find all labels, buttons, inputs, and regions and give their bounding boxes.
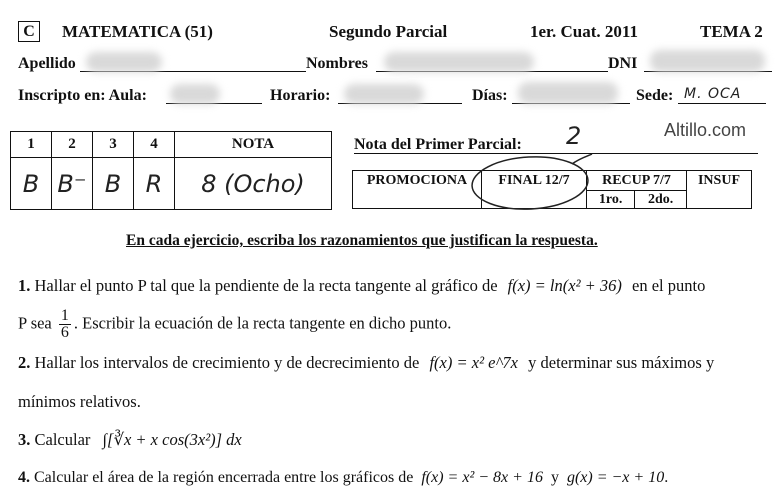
final-grade-cell: 8 (Ocho) [175, 158, 332, 210]
question-2 [18, 353, 714, 373]
grades-header: 1 [11, 132, 52, 158]
horario-redacted [344, 84, 424, 104]
status-final: FINAL 12/7 [482, 171, 587, 209]
dias-label: Días: [472, 87, 508, 104]
grade-cell: B⁻ [52, 158, 93, 210]
exam-name: Segundo Parcial [329, 22, 448, 41]
status-recup: RECUP 7/7 [587, 171, 687, 191]
question-text: y determinar sus máximos y [528, 353, 715, 372]
question-number: 4. [18, 469, 30, 486]
apellido-label: Apellido [18, 55, 76, 72]
sede-label: Sede: [636, 87, 674, 104]
question-text: . [664, 469, 669, 486]
dni-redacted [650, 50, 765, 72]
question-number: 1. [18, 276, 31, 295]
question-text: . Escribir la ecuación de la recta tangente en dicho punto. [73, 313, 452, 333]
nombres-label: Nombres [306, 55, 368, 72]
grade-cell: B [93, 158, 134, 210]
grades-header: 3 [93, 132, 134, 158]
grades-header: NOTA [175, 132, 332, 158]
question-3 [18, 430, 242, 450]
fraction [59, 308, 71, 341]
sede-line [678, 103, 766, 104]
question-1-cont [18, 308, 451, 341]
question-1 [18, 276, 705, 296]
question-number: 3. [18, 430, 31, 449]
first-partial-value: 2 [566, 122, 582, 150]
question-text: P sea [18, 313, 52, 333]
grade-cell: R [134, 158, 175, 210]
grade-cell: B [11, 158, 52, 210]
status-recup-1ro: 1ro. [587, 191, 635, 209]
question-text: en el punto [632, 276, 706, 295]
first-partial-label: Nota del Primer Parcial: [354, 136, 522, 153]
question-text: mínimos relativos. [18, 392, 141, 411]
question-number: 2. [18, 353, 31, 372]
math-expression: g(x) = −x + 10 [566, 469, 665, 486]
watermark: Altillo.com [664, 120, 747, 140]
fraction-denominator: 6 [60, 324, 69, 341]
math-expression: f(x) = x² − 8x + 16 [421, 469, 543, 486]
math-expression: f(x) = ln(x² + 36) [507, 276, 622, 295]
exam-term: 1er. Cuat. 2011 [530, 22, 638, 41]
grades-table [10, 131, 332, 210]
question-2-cont [18, 392, 141, 412]
aula-redacted [170, 84, 220, 104]
exam-tema: TEMA 2 [700, 22, 763, 41]
section-letter-box: C [18, 21, 40, 42]
grades-header: 4 [134, 132, 175, 158]
inscripto-label: Inscripto en: Aula: [18, 87, 147, 104]
question-text: y [550, 469, 559, 486]
fraction-numerator: 1 [60, 307, 69, 324]
horario-label: Horario: [270, 87, 331, 104]
math-expression: f(x) = x² e^7x [429, 353, 519, 372]
question-text: Calcular el área de la región encerrada entre los gráficos de [34, 469, 414, 486]
dias-redacted [518, 82, 618, 104]
question-text: Calcular [34, 430, 91, 449]
status-insuf: INSUF [687, 171, 752, 209]
final-circle-mark [468, 152, 594, 214]
question-text: Hallar el punto P tal que la pendiente de la recta tangente al gráfico de [34, 276, 498, 295]
question-text: Hallar los intervalos de crecimiento y de decrecimiento de [34, 353, 420, 372]
sede-value: M. OCA [684, 86, 742, 102]
status-recup-2do: 2do. [635, 191, 687, 209]
math-expression: ∫[∛x + x cos(3x²)] dx [102, 430, 242, 449]
grades-header: 2 [52, 132, 93, 158]
subject-title: MATEMATICA (51) [62, 22, 213, 41]
question-4 [18, 469, 668, 487]
nombres-redacted [384, 52, 534, 72]
apellido-redacted [86, 52, 162, 72]
status-promociona: PROMOCIONA [353, 171, 482, 209]
instruction: En cada ejercicio, escriba los razonamientos que justifican la respuesta. [126, 232, 598, 249]
dni-label: DNI [608, 55, 638, 72]
